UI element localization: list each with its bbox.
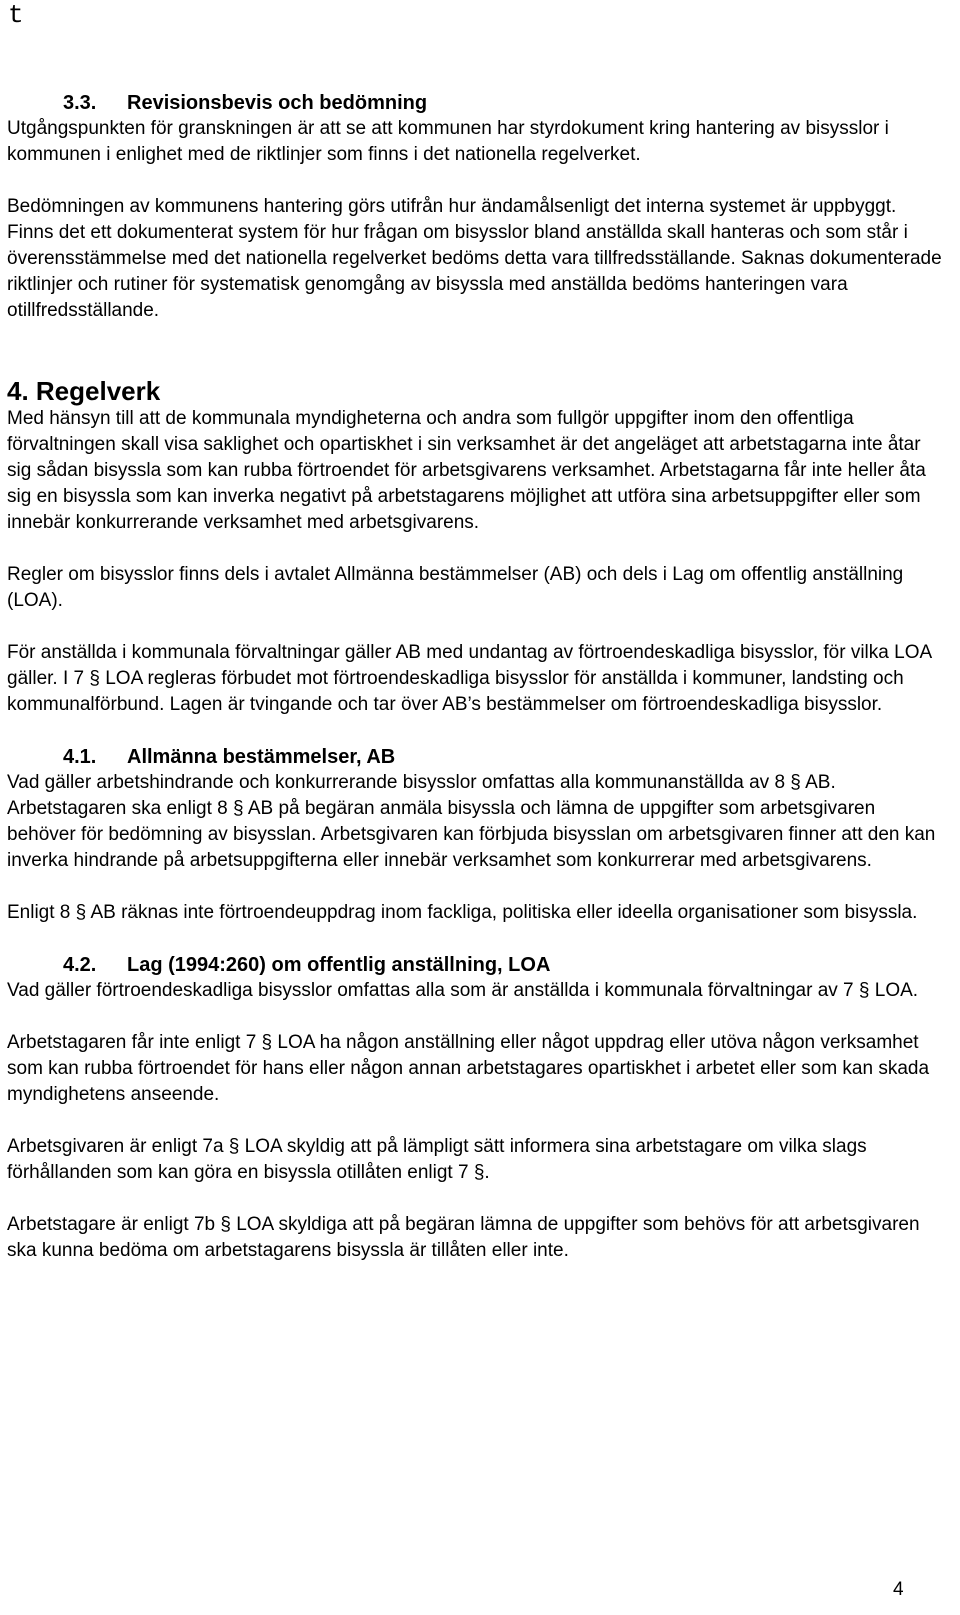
section-4-2-paragraph-3: Arbetsgivaren är enligt 7a § LOA skyldig att på lämpligt sätt informera sina arbetstagare om vilka slags förhållanden som kan göra en bisyssla otillåten enligt 7 §. xyxy=(7,1136,867,1183)
section-3-3-number: 3.3. xyxy=(63,92,97,114)
section-4-paragraph-3: För anställda i kommunala förvaltningar gäller AB med undantag av förtroendeskadliga bisysslor, för vilka LOA gäller. I 7 § LOA regleras förbudet mot förtroendeskadliga bisysslor för anställda i kommuner, landsting och kommunalförbund. Lagen är tvingande och tar över AB’s bestämmelser om förtroendeskadliga bisysslor. xyxy=(7,642,932,715)
section-4-1-number: 4.1. xyxy=(63,746,97,768)
section-3-3-paragraph-2: Bedömningen av kommunens hantering görs utifrån hur ändamålsenligt det interna systemet är uppbyggt. Finns det ett dokumenterat system för hur frågan om bisysslor bland anställda skall hanteras och som står i överensstämmelse med det nationella regelverket bedöms detta vara tillfredsställande. Saknas dokumenterade riktlinjer och rutiner för systematisk genomgång av bisyssla med anställda bedöms hanteringen vara otillfredsställande. xyxy=(7,196,942,321)
section-4-1-paragraph-1: Vad gäller arbetshindrande och konkurrerande bisysslor omfattas alla kommunanställda av 8 § AB. xyxy=(7,772,836,793)
page-number: 4 xyxy=(893,1579,904,1600)
section-4-1-paragraph-3: Enligt 8 § AB räknas inte förtroendeuppdrag inom fackliga, politiska eller ideella organisationer som bisyssla. xyxy=(7,902,918,923)
section-3-3-title: Revisionsbevis och bedömning xyxy=(127,92,428,114)
section-4-2-title: Lag (1994:260) om offentlig anställning, LOA xyxy=(127,954,551,976)
document-body xyxy=(7,90,947,1264)
section-4-2-paragraph-4: Arbetstagare är enligt 7b § LOA skyldiga att på begäran lämna de uppgifter som behövs för att arbetsgivaren ska kunna bedöma om arbetstagarens bisyssla är tillåten eller inte. xyxy=(7,1214,920,1261)
section-4-2-heading xyxy=(7,952,947,978)
section-4-heading: 4. Regelverk xyxy=(7,376,161,406)
section-4-paragraph-1: Med hänsyn till att de kommunala myndigheterna och andra som fullgör uppgifter inom den offentliga förvaltningen skall visa saklighet och opartiskhet i sin verksamhet är det angeläget att arbetstagarna inte åtar sig sådan bisyssla som kan rubba förtroendet för arbetsgivarens verksamhet. Arbetstagarna får inte heller åta sig en bisyssla som kan inverka negativt på arbetstagarens möjlighet att utföra sina arbetsuppgifter eller som innebär konkurrerande verksamhet med arbetsgivarens. xyxy=(7,408,926,533)
section-4-1-title: Allmänna bestämmelser, AB xyxy=(127,746,396,768)
section-4-1-heading xyxy=(7,744,947,770)
section-4-2-paragraph-1: Vad gäller förtroendeskadliga bisysslor omfattas alla som är anställda i kommunala förvaltningar av 7 § LOA. xyxy=(7,980,919,1001)
corner-mark: t xyxy=(8,0,24,30)
section-4-1-paragraph-2: Arbetstagaren ska enligt 8 § AB på begäran anmäla bisyssla och lämna de uppgifter som arbetsgivaren behöver för bedömning av bisysslan. Arbetsgivaren kan förbjuda bisysslan om arbetsgivaren finner att den kan inverka hindrande på arbetsuppgifterna eller innebär verksamhet som konkurrerar med arbetsgivarens. xyxy=(7,798,936,871)
section-3-3-heading xyxy=(7,90,947,116)
section-3-3-paragraph-1: Utgångspunkten för granskningen är att se att kommunen har styrdokument kring hantering av bisysslor i kommunen i enlighet med de riktlinjer som finns i det nationella regelverket. xyxy=(7,118,889,165)
section-4-paragraph-2: Regler om bisysslor finns dels i avtalet Allmänna bestämmelser (AB) och dels i Lag om offentlig anställning (LOA). xyxy=(7,564,904,611)
section-4-2-paragraph-2: Arbetstagaren får inte enligt 7 § LOA ha någon anställning eller något uppdrag eller utöva någon verksamhet som kan rubba förtroendet för hans eller någon annan arbetstagares opartiskhet i arbetet eller som kan skada myndighetens anseende. xyxy=(7,1032,930,1105)
section-4-2-number: 4.2. xyxy=(63,954,97,976)
